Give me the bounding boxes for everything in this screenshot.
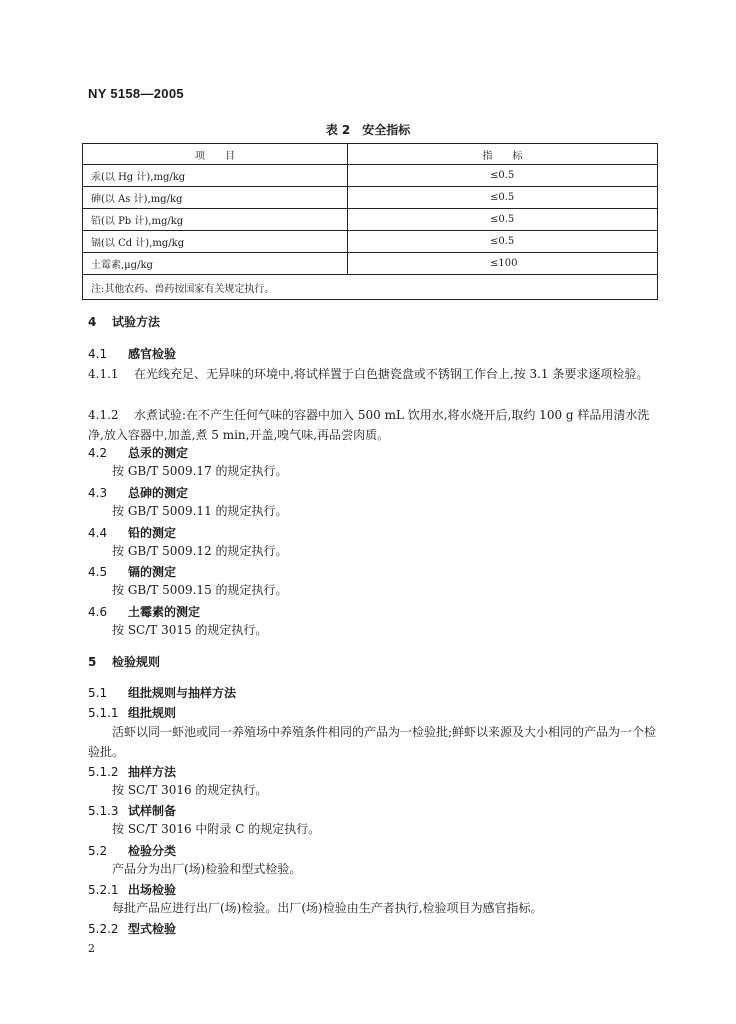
section-5-1-1-heading: 5.1.1 组批规则 (88, 706, 177, 720)
document-code: NY 5158—2005 (88, 86, 184, 101)
section-5-1-3-text: 按 SC/T 3016 中附录 C 的规定执行。 (112, 822, 321, 836)
table-note: 注:其他农药、兽药按国家有关规定执行。 (83, 275, 658, 300)
safety-index-table (82, 143, 658, 300)
section-4-1-1-paragraph: 4.1.1 在光线充足、无异味的环境中,将试样置于白色搪瓷盘或不锈钢工作台上,按 3.1 条要求逐项检验。 (88, 367, 649, 381)
row-item: 铅(以 Pb 计),mg/kg (83, 209, 348, 231)
section-5-2-1-heading: 5.2.1 出场检验 (88, 883, 177, 897)
section-4-2-heading: 4.2 总汞的测定 (88, 446, 189, 460)
row-item: 土霉素,μg/kg (83, 253, 348, 275)
section-5-1-heading: 5.1 组批规则与抽样方法 (88, 686, 237, 700)
table-caption: 表 2 安全指标 (325, 123, 411, 137)
table-row (83, 253, 658, 275)
section-4-3-heading: 4.3 总砷的测定 (88, 486, 189, 500)
section-5-2-1-text: 每批产品应进行出厂(场)检验。出厂(场)检验由生产者执行,检验项目为感官指标。 (112, 901, 543, 915)
section-4-6-heading: 4.6 土霉素的测定 (88, 605, 201, 619)
row-value: ≤0.5 (348, 231, 658, 253)
section-4-3-text: 按 GB/T 5009.11 的规定执行。 (112, 504, 288, 518)
section-5-heading: 5 检验规则 (88, 655, 161, 669)
section-4-heading: 4 试验方法 (88, 315, 161, 329)
table-header-row (83, 144, 658, 165)
section-4-6-text: 按 SC/T 3015 的规定执行。 (112, 623, 268, 637)
col-header-index: 指 标 (348, 144, 658, 165)
table-note-row (83, 275, 658, 300)
section-5-2-2-heading: 5.2.2 型式检验 (88, 922, 177, 936)
table-row (83, 209, 658, 231)
col-header-item: 项 目 (83, 144, 348, 165)
section-5-1-1-text: 活虾以同一虾池或同一养殖场中养殖条件相同的产品为一检验批;鲜虾以来源及大小相同的产品为一个检验批。 (88, 725, 657, 759)
row-value: ≤0.5 (348, 209, 658, 231)
section-4-1-2-paragraph: 4.1.2 水煮试验:在不产生任何气味的容器中加入 500 mL 饮用水,将水烧开后,取约 100 g 样品用清水洗净,放入容器中,加盖,煮 5 min,开盖,嗅气味,再品尝肉质。 (88, 408, 650, 442)
section-4-2-text: 按 GB/T 5009.17 的规定执行。 (112, 464, 288, 478)
row-item: 砷(以 As 计),mg/kg (83, 187, 348, 209)
section-4-4-text: 按 GB/T 5009.12 的规定执行。 (112, 544, 288, 558)
section-4-1-heading: 4.1 感官检验 (88, 347, 177, 361)
section-5-2-heading: 5.2 检验分类 (88, 844, 177, 858)
section-5-1-2-text: 按 SC/T 3016 的规定执行。 (112, 783, 268, 797)
section-5-1-2-heading: 5.1.2 抽样方法 (88, 765, 177, 779)
table-row (83, 231, 658, 253)
section-5-1-3-heading: 5.1.3 试样制备 (88, 804, 177, 818)
row-value: ≤0.5 (348, 187, 658, 209)
section-4-4-heading: 4.4 铅的测定 (88, 526, 177, 540)
row-item: 镉(以 Cd 计),mg/kg (83, 231, 348, 253)
row-item: 汞(以 Hg 计),mg/kg (83, 165, 348, 187)
page-number: 2 (88, 942, 95, 955)
row-value: ≤100 (348, 253, 658, 275)
section-4-5-heading: 4.5 镉的测定 (88, 565, 177, 579)
section-5-2-text: 产品分为出厂(场)检验和型式检验。 (112, 862, 302, 876)
table-row (83, 187, 658, 209)
section-4-5-text: 按 GB/T 5009.15 的规定执行。 (112, 583, 288, 597)
row-value: ≤0.5 (348, 165, 658, 187)
table-row (83, 165, 658, 187)
